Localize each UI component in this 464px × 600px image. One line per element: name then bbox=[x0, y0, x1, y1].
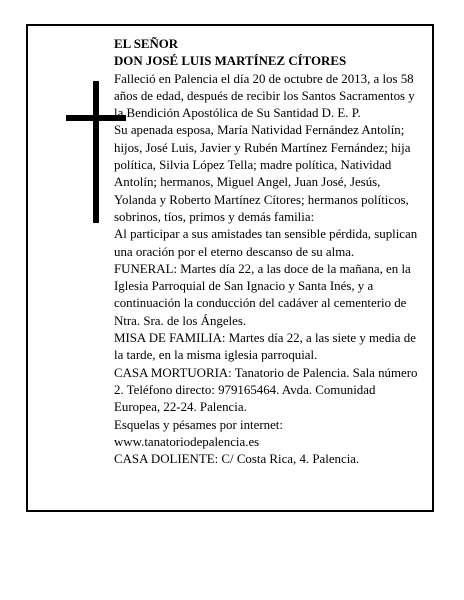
death-announcement: Falleció en Palencia el día 20 de octubre de 2013, a los 58 años de edad, después de recibir los Santos Sacramentos y la Bendición Apostólica de Su Santidad D. E. P. bbox=[114, 71, 415, 121]
deceased-name: DON JOSÉ LUIS MARTÍNEZ CÍTORES bbox=[114, 54, 347, 69]
heading-title: EL SEÑOR bbox=[114, 37, 179, 51]
obituary-text bbox=[114, 36, 422, 468]
funeral-info: FUNERAL: Martes día 22, a las doce de la mañana, en la Iglesia Parroquial de San Ignacio y Santa Inés, y a continuación la conducción del cadáver al cementerio de Ntra. Sra. de los Ángeles. bbox=[114, 261, 411, 328]
family-mass-info: MISA DE FAMILIA: Martes día 22, a las siete y media de la tarde, en la misma iglesia parroquial. bbox=[114, 331, 416, 363]
prayer-request: Al participar a sus amistades tan sensible pérdida, suplican una oración por el eterno descanso de su alma. bbox=[114, 227, 418, 259]
mourning-home-address: CASA DOLIENTE: C/ Costa Rica, 4. Palencia. bbox=[114, 452, 360, 467]
condolences-online: Esquelas y pésames por internet: www.tanatoriodepalencia.es bbox=[114, 417, 283, 449]
family-list: Su apenada esposa, María Natividad Fernández Antolín; hijos, José Luis, Javier y Rubén Martínez Fernández; hija política, Silvia López Tella; madre política, Natividad Antolín; hermanos, Miguel Angel, Juan José, Jesús, Yolanda y Roberto Martínez Cítores; hermanos políticos, sobrinos, tíos, primos y demás familia: bbox=[114, 123, 411, 224]
funeral-home-info: CASA MORTUORIA: Tanatorio de Palencia. Sala número 2. Teléfono directo: 979165464. Avda. Comunidad Europea, 22-24. Palencia. bbox=[114, 365, 418, 415]
cross-vertical-bar bbox=[93, 81, 99, 223]
